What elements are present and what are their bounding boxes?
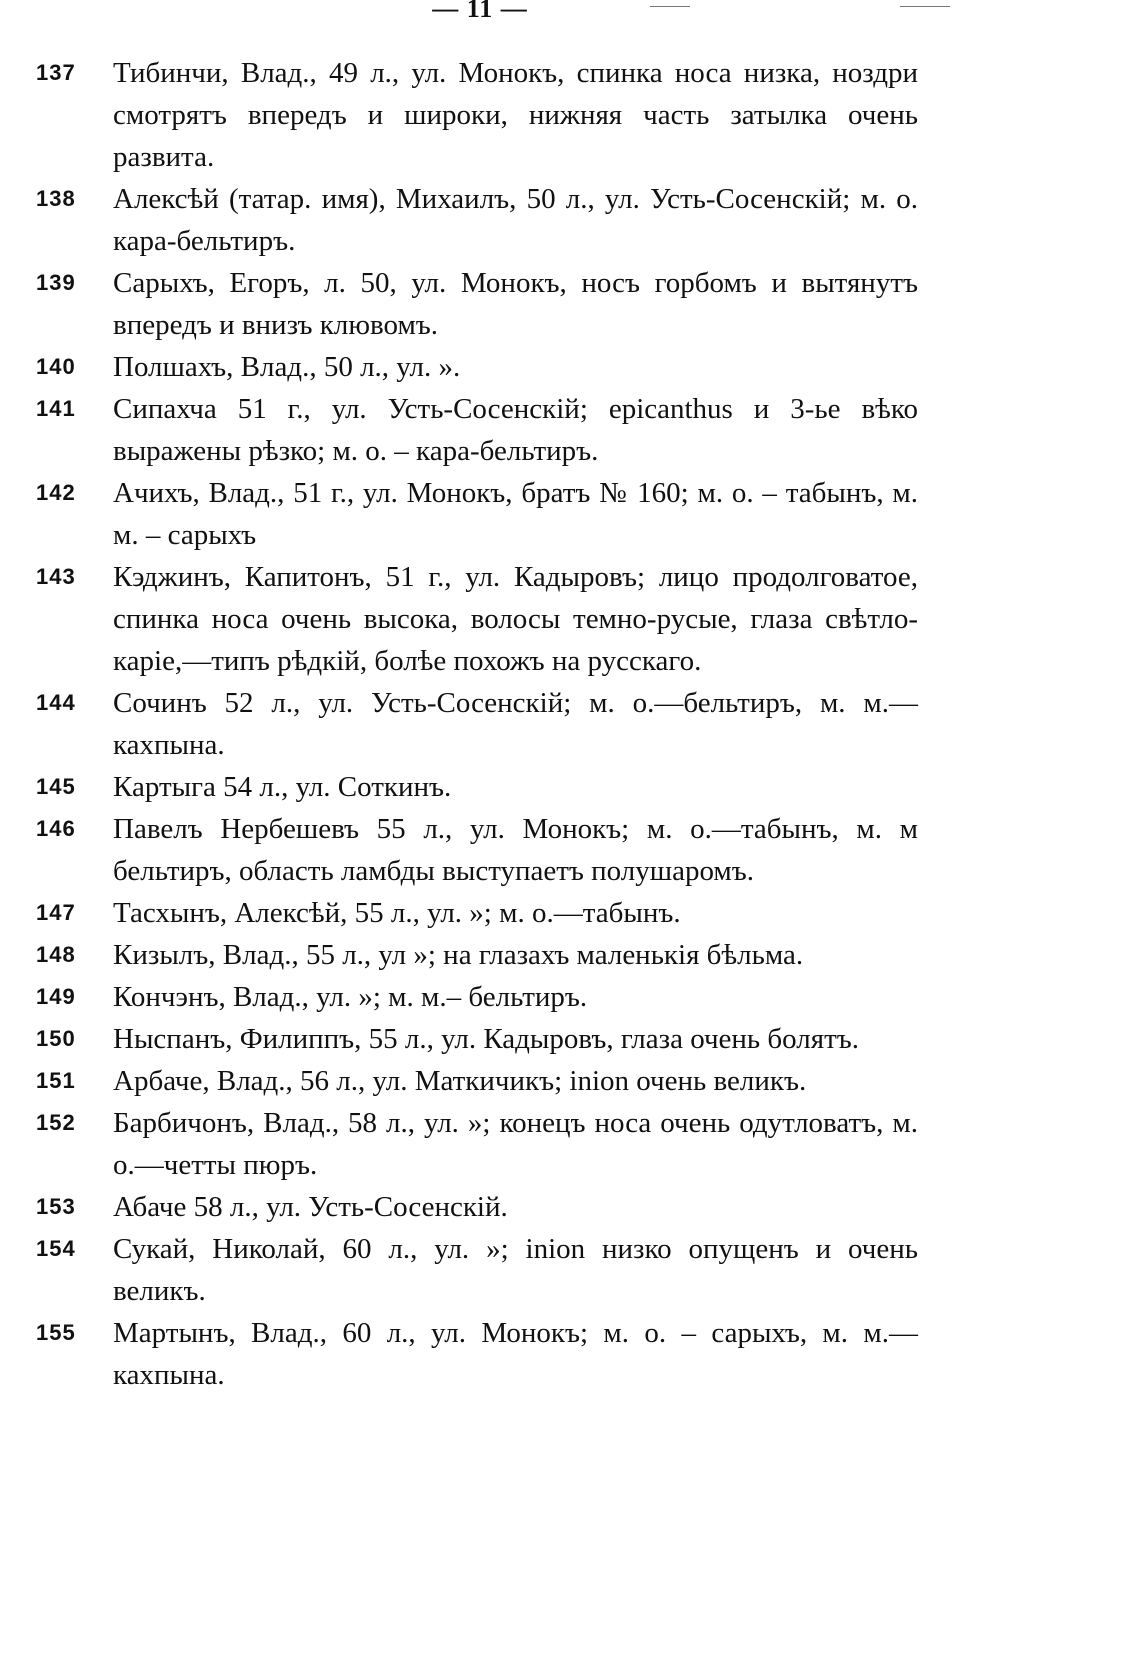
- entry-number: 150: [36, 1026, 76, 1051]
- entry-text: Мартынъ, Влад., 60 л., ул. Монокъ; м. о. – сарыхъ, м. м.— кахпына.: [113, 1317, 918, 1391]
- header-rule-mark: [900, 6, 950, 7]
- entry-text: Картыга 54 л., ул. Соткинъ.: [113, 771, 452, 803]
- entry-number: 139: [36, 270, 76, 295]
- entry-text: Тасхынъ, Алексѣй, 55 л., ул. »; м. о.—табынъ.: [113, 897, 681, 929]
- entry-141: [0, 388, 1140, 472]
- page-header: — 11 —: [432, 0, 528, 23]
- entry-text: Павелъ Нербешевъ 55 л., ул. Монокъ; м. о.—табынъ, м. м бельтиръ, область ламбды выступаетъ полушаромъ.: [113, 813, 918, 887]
- entry-137: [0, 52, 1140, 178]
- entry-148: [0, 934, 1140, 976]
- entry-list: [0, 52, 1140, 1396]
- entry-text: Сарыхъ, Егоръ, л. 50, ул. Монокъ, носъ горбомъ и вытянутъ впередъ и внизъ клювомъ.: [113, 267, 918, 341]
- entry-number: 145: [36, 774, 76, 799]
- entry-number: 142: [36, 480, 76, 505]
- entry-number: 140: [36, 354, 76, 379]
- entry-text: Сипахча 51 г., ул. Усть-Сосенскій; epicanthus и 3-ье вѣко выражены рѣзко; м. о. – кара-бельтиръ.: [113, 393, 918, 467]
- entry-number: 151: [36, 1068, 76, 1093]
- entry-text: Барбичонъ, Влад., 58 л., ул. »; конецъ носа очень одутловатъ, м. о.—четты пюръ.: [113, 1107, 918, 1181]
- entry-146: [0, 808, 1140, 892]
- entry-number: 138: [36, 186, 76, 211]
- entry-153: [0, 1186, 1140, 1228]
- entry-number: 141: [36, 396, 76, 421]
- entry-number: 146: [36, 816, 76, 841]
- entry-text: Ачихъ, Влад., 51 г., ул. Монокъ, братъ № 160; м. о. – табынъ, м. м. – сарыхъ: [113, 477, 918, 551]
- entry-text: Абаче 58 л., ул. Усть-Сосенскій.: [113, 1191, 508, 1223]
- entry-number: 149: [36, 984, 76, 1009]
- entry-number: 144: [36, 690, 76, 715]
- entry-155: [0, 1312, 1140, 1396]
- entry-text: Сукай, Николай, 60 л., ул. »; inion низко опущенъ и очень великъ.: [113, 1233, 918, 1307]
- entry-number: 155: [36, 1320, 76, 1345]
- entry-number: 152: [36, 1110, 76, 1135]
- entry-145: [0, 766, 1140, 808]
- entry-number: 147: [36, 900, 76, 925]
- entry-151: [0, 1060, 1140, 1102]
- entry-text: Сочинъ 52 л., ул. Усть-Сосенскій; м. о.—бельтиръ, м. м.—кахпына.: [113, 687, 918, 761]
- entry-143: [0, 556, 1140, 682]
- entry-138: [0, 178, 1140, 262]
- entry-144: [0, 682, 1140, 766]
- entry-139: [0, 262, 1140, 346]
- entry-150: [0, 1018, 1140, 1060]
- entry-text: Кэджинъ, Капитонъ, 51 г., ул. Кадыровъ; лицо продолговатое, спинка носа очень высока, волосы темно-русые, глаза свѣтло-каріе,—типъ рѣдкій, болѣе похожъ на русскаго.: [113, 561, 918, 677]
- entry-number: 137: [36, 60, 76, 85]
- entry-142: [0, 472, 1140, 556]
- entry-147: [0, 892, 1140, 934]
- entry-number: 148: [36, 942, 76, 967]
- entry-140: [0, 346, 1140, 388]
- entry-154: [0, 1228, 1140, 1312]
- entry-text: Кончэнъ, Влад., ул. »; м. м.– бельтиръ.: [113, 981, 588, 1013]
- entry-number: 143: [36, 564, 76, 589]
- entry-text: Арбаче, Влад., 56 л., ул. Маткичикъ; inion очень великъ.: [113, 1065, 807, 1097]
- entry-text: Алексѣй (татар. имя), Михаилъ, 50 л., ул. Усть-Сосенскій; м. о. кара-бельтиръ.: [113, 183, 918, 257]
- entry-149: [0, 976, 1140, 1018]
- entry-text: Полшахъ, Влад., 50 л., ул. ».: [113, 351, 461, 383]
- entry-152: [0, 1102, 1140, 1186]
- entry-text: Кизылъ, Влад., 55 л., ул »; на глазахъ маленькія бѣльма.: [113, 939, 804, 971]
- entry-number: 154: [36, 1236, 76, 1261]
- header-rule-mark: [650, 6, 690, 7]
- entry-text: Ныспанъ, Филиппъ, 55 л., ул. Кадыровъ, глаза очень болятъ.: [113, 1023, 860, 1055]
- entry-text: Тибинчи, Влад., 49 л., ул. Монокъ, спинка носа низка, ноздри смотрятъ впередъ и широки, нижняя часть затылка очень развита.: [113, 57, 918, 173]
- entry-number: 153: [36, 1194, 76, 1219]
